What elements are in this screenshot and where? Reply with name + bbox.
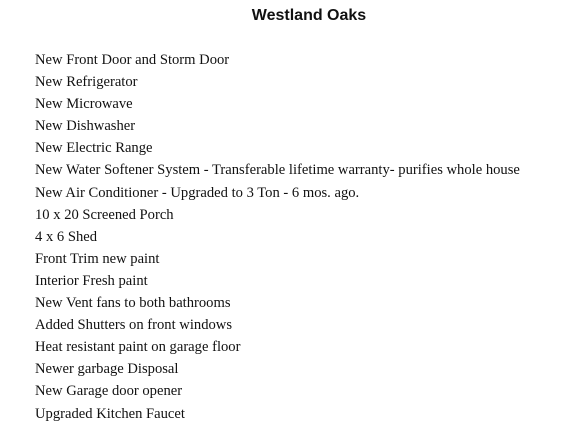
list-item: New Front Door and Storm Door [35,52,230,68]
list-item: Heat resistant paint on garage floor [35,339,241,356]
list-item: Newer garbage Disposal [35,361,179,378]
list-item: Upgraded Kitchen Faucet [35,405,185,422]
list-item: New Water Softener System - Transferable lifetime warranty- purifies whole house [35,162,520,179]
list-item: New Microwave [35,96,133,113]
list-item: 4 x 6 Shed [35,228,98,245]
list-item: 10 x 20 Screened Porch [35,206,174,223]
page-title: Westland Oaks [251,7,367,24]
list-item: New Vent fans to both bathrooms [35,295,231,312]
list-item: Interior Fresh paint [35,272,148,289]
list-item: New Electric Range [35,140,153,157]
list-item: New Refrigerator [35,74,138,91]
list-item: New Garage door opener [35,383,183,400]
list-item: Added Shutters on front windows [35,317,233,334]
list-item: Front Trim new paint [35,250,160,267]
feature-list [35,49,520,425]
list-item: New Air Conditioner - Upgraded to 3 Ton - 6 mos. ago. [35,184,360,201]
list-item: New Dishwasher [35,118,136,135]
